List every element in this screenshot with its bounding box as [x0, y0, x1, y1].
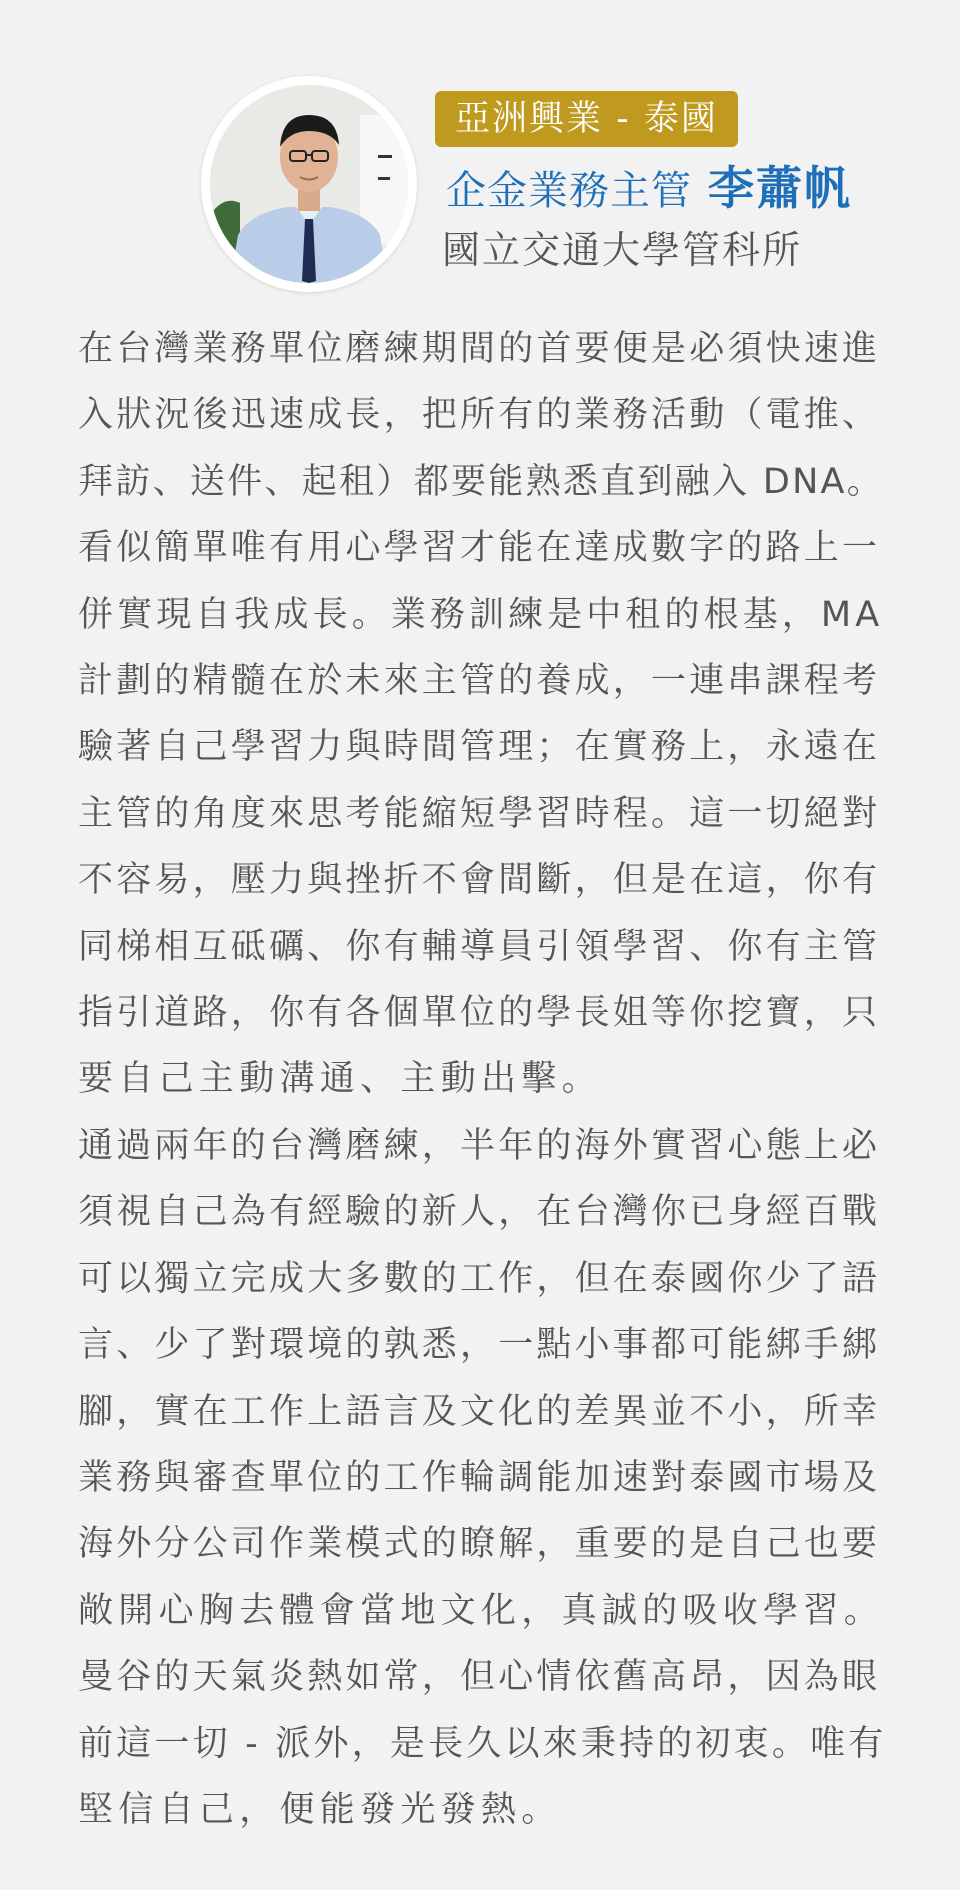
paragraph: [78, 1113, 886, 1644]
text-line: 拜訪、送件、起租）都要能熟悉直到融入 DNA。: [78, 461, 885, 502]
text-line: 入狀況後迅速成長，把所有的業務活動（電推、: [78, 395, 881, 436]
text-line: 堅信自己，便能發光發熱。: [78, 1789, 562, 1830]
text-line: 前這一切 - 派外，是長久以來秉持的初衷。唯有: [78, 1723, 887, 1764]
text-line: 言、少了對環境的孰悉，一點小事都可能綁手綁: [78, 1325, 881, 1366]
avatar: [210, 85, 408, 283]
text-line: 通過兩年的台灣磨練，半年的海外實習心態上必: [78, 1125, 881, 1166]
job-title-line: [446, 160, 852, 216]
text-line: 業務與審查單位的工作輪調能加速對泰國市場及: [78, 1457, 881, 1498]
avatar-frame: [201, 76, 417, 292]
text-line: 曼谷的天氣炎熱如常，但心情依舊高昂，因為眼: [78, 1657, 881, 1698]
text-line: 計劃的精髓在於未來主管的養成，一連串課程考: [78, 661, 881, 702]
paragraph: [78, 1644, 886, 1843]
text-line: 同梯相互砥礪、你有輔導員引領學習、你有主管: [78, 926, 881, 967]
text-line: 主管的角度來思考能縮短學習時程。這一切絕對: [78, 793, 881, 834]
text-line: 腳，實在工作上語言及文化的差異並不小，所幸: [78, 1391, 881, 1432]
text-line: 海外分公司作業模式的瞭解，重要的是自己也要: [78, 1524, 881, 1565]
text-line: 要自己主動溝通、主動出擊。: [78, 1059, 602, 1100]
job-title: 企金業務主管: [446, 168, 692, 214]
text-line: 看似簡單唯有用心學習才能在達成數字的路上一: [78, 528, 881, 569]
avatar-photo: [210, 85, 408, 283]
text-line: 須視自己為有經驗的新人，在台灣你已身經百戰: [78, 1192, 881, 1233]
person-name: 李蕭帆: [708, 161, 852, 215]
school-name: 國立交通大學管科所: [442, 228, 803, 272]
text-line: 驗著自己學習力與時間管理；在實務上，永遠在: [78, 727, 881, 768]
company-region-badge: 亞洲興業 - 泰國: [435, 91, 738, 147]
text-line: 在台灣業務單位磨練期間的首要便是必須快速進: [78, 329, 881, 369]
article-body: [78, 316, 886, 1843]
text-line: 指引道路，你有各個單位的學長姐等你挖寶，只: [78, 993, 881, 1034]
text-line: 可以獨立完成大多數的工作，但在泰國你少了語: [78, 1258, 881, 1299]
paragraph: [78, 316, 886, 1113]
text-line: 併實現自我成長。業務訓練是中租的根基，MA: [78, 594, 884, 635]
text-line: 不容易，壓力與挫折不會間斷，但是在這，你有: [78, 860, 881, 901]
text-line: 敞開心胸去體會當地文化，真誠的吸收學習。: [78, 1590, 885, 1631]
